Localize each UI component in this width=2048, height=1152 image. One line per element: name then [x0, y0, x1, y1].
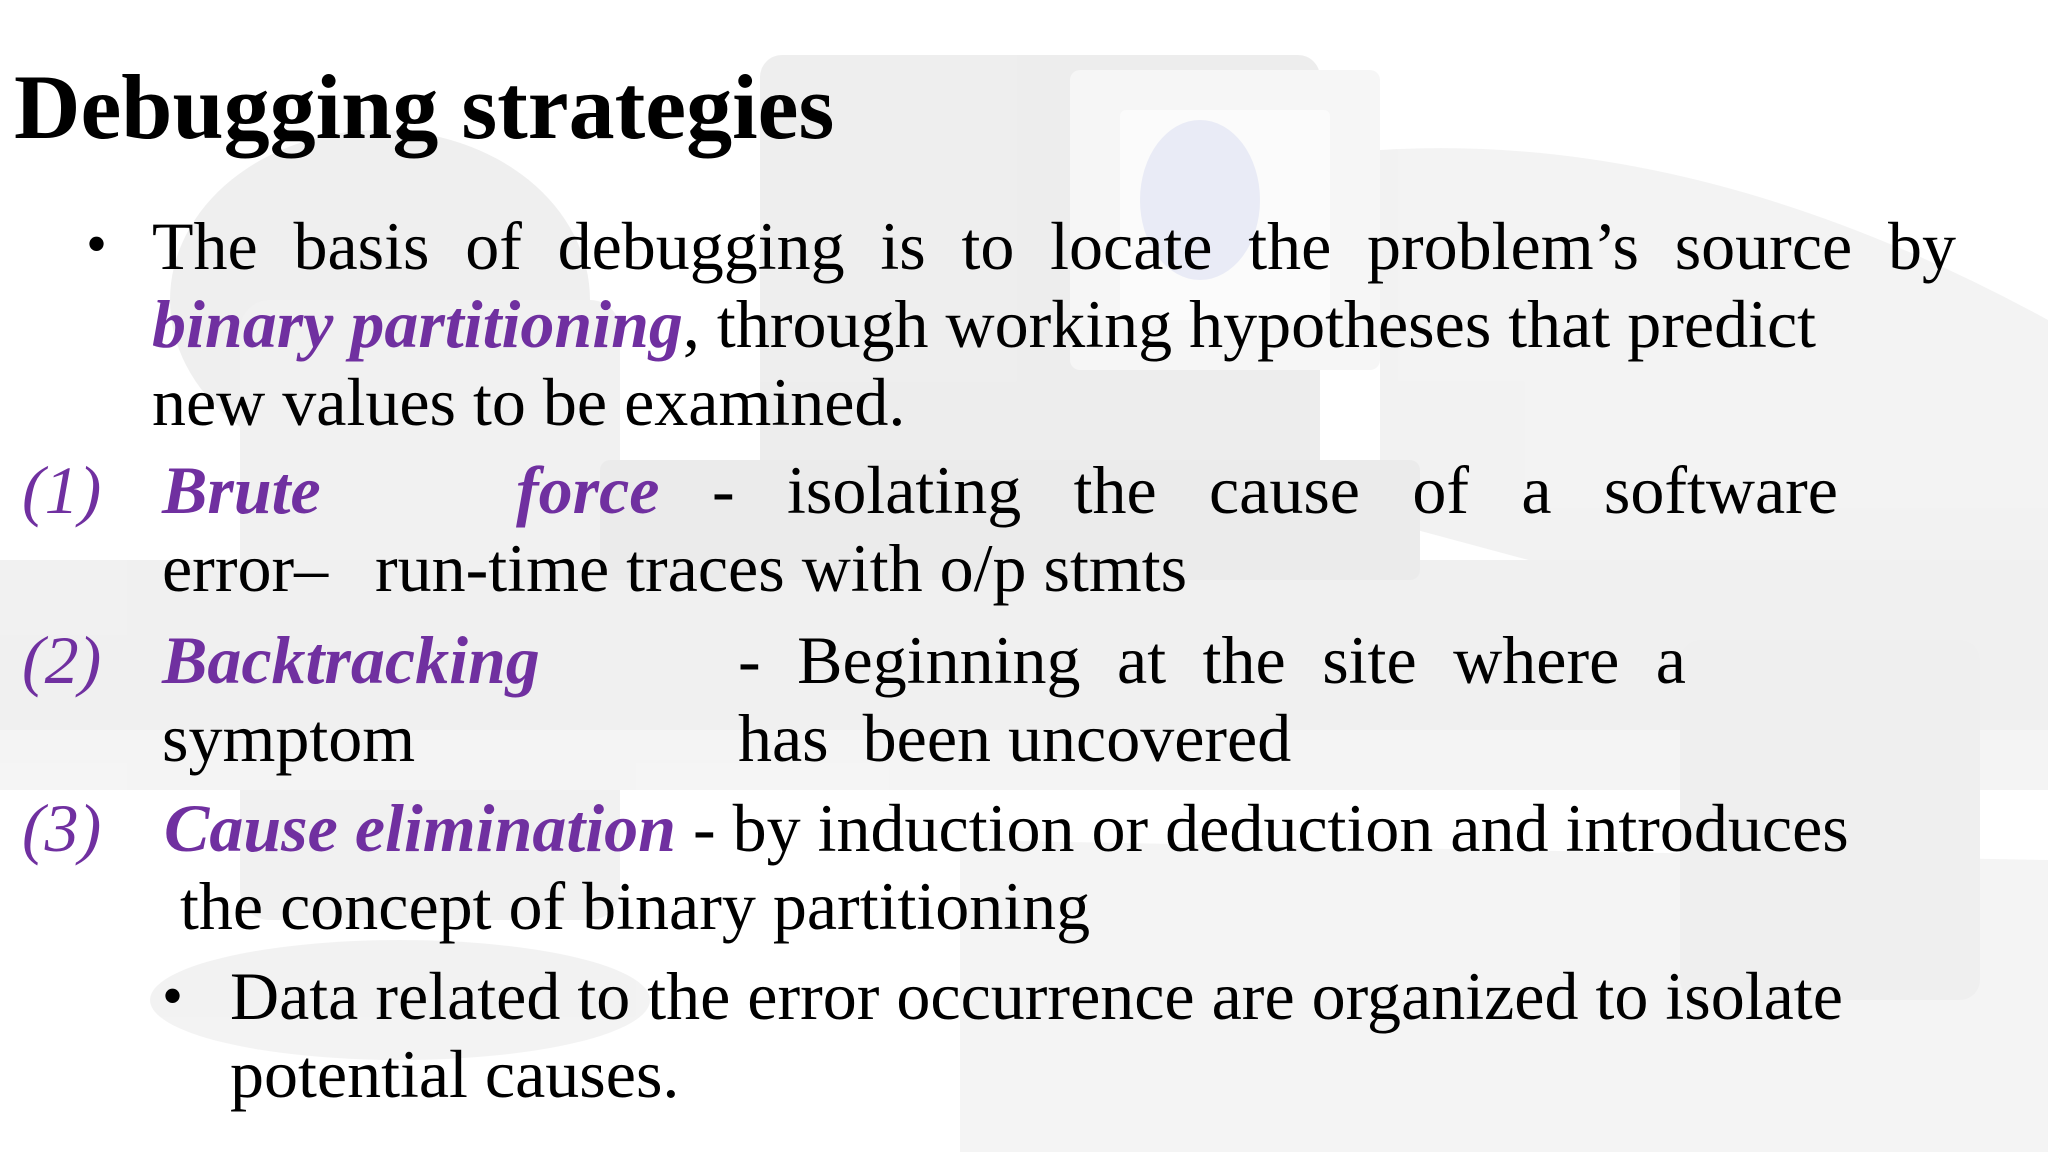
item-3-description-line-2: the concept of binary partitioning: [180, 868, 1091, 944]
item-3-line-1: [164, 788, 1849, 868]
item-2-symptom-label: symptom: [162, 700, 416, 776]
item-3-description-line-1: - by induction or deduction and introduces: [676, 790, 1849, 866]
intro-line-1-word: The: [152, 208, 258, 284]
intro-line-2: [152, 284, 1816, 364]
item-number-3: (3): [22, 790, 102, 866]
sub-bullet-line-2: potential causes.: [230, 1036, 680, 1112]
item-1-line-1-word: -: [712, 452, 735, 528]
item-2-description-line-1: [738, 620, 1686, 700]
item-2-line-1-word: the: [1202, 622, 1286, 698]
item-1-line-1-word: isolating: [787, 452, 1022, 528]
intro-line-1-word: problem’s: [1367, 208, 1639, 284]
intro-line-1-word: basis: [293, 208, 430, 284]
sub-bullet-line-1: Data related to the error occurrence are organized to isolate: [230, 958, 1843, 1034]
sub-bullet: •: [162, 963, 184, 1029]
item-2-line-1-word: where: [1453, 622, 1620, 698]
item-2-line-1-word: at: [1117, 622, 1167, 698]
intro-line-1-word: locate: [1050, 208, 1213, 284]
item-1-error-label: error–: [162, 530, 329, 606]
item-2-line-1-word: site: [1322, 622, 1417, 698]
intro-line-2-text: , through working hypotheses that predict: [682, 286, 1817, 362]
item-1-term-force: force: [516, 452, 660, 528]
item-number-1: (1): [22, 452, 102, 528]
intro-line-1-word: is: [880, 208, 926, 284]
item-2-description-line-2: has been uncovered: [738, 700, 1292, 776]
item-1-line-1-word: of: [1412, 452, 1469, 528]
intro-line-3: new values to be examined.: [152, 364, 906, 440]
intro-line-1-word: by: [1887, 208, 1956, 284]
intro-line-1-word: of: [465, 208, 522, 284]
item-1-line-1-word: software: [1603, 452, 1838, 528]
binary-partitioning-emphasis: binary partitioning: [152, 286, 683, 362]
intro-line-1-word: source: [1674, 208, 1853, 284]
item-2-line-1-word: -: [738, 622, 761, 698]
item-1-line-1-word: the: [1073, 452, 1157, 528]
item-1-line-1-word: a: [1521, 452, 1552, 528]
item-2-line-1-word: Beginning: [797, 622, 1081, 698]
intro-line-1: [152, 206, 1956, 286]
item-1-description-line-2: run-time traces with o/p stmts: [375, 530, 1188, 606]
intro-bullet: •: [86, 211, 108, 277]
item-1-description-line-1: [712, 450, 1838, 530]
item-1-term-brute: Brute: [162, 452, 321, 528]
item-number-2: (2): [22, 622, 102, 698]
item-3-term: Cause elimination: [164, 790, 676, 866]
item-2-line-1-word: a: [1655, 622, 1686, 698]
item-2-term: Backtracking: [162, 622, 540, 698]
slide-title: Debugging strategies: [14, 56, 835, 158]
intro-line-1-word: to: [961, 208, 1015, 284]
intro-line-1-word: debugging: [557, 208, 845, 284]
item-1-line-1-word: cause: [1208, 452, 1360, 528]
intro-line-1-word: the: [1248, 208, 1332, 284]
